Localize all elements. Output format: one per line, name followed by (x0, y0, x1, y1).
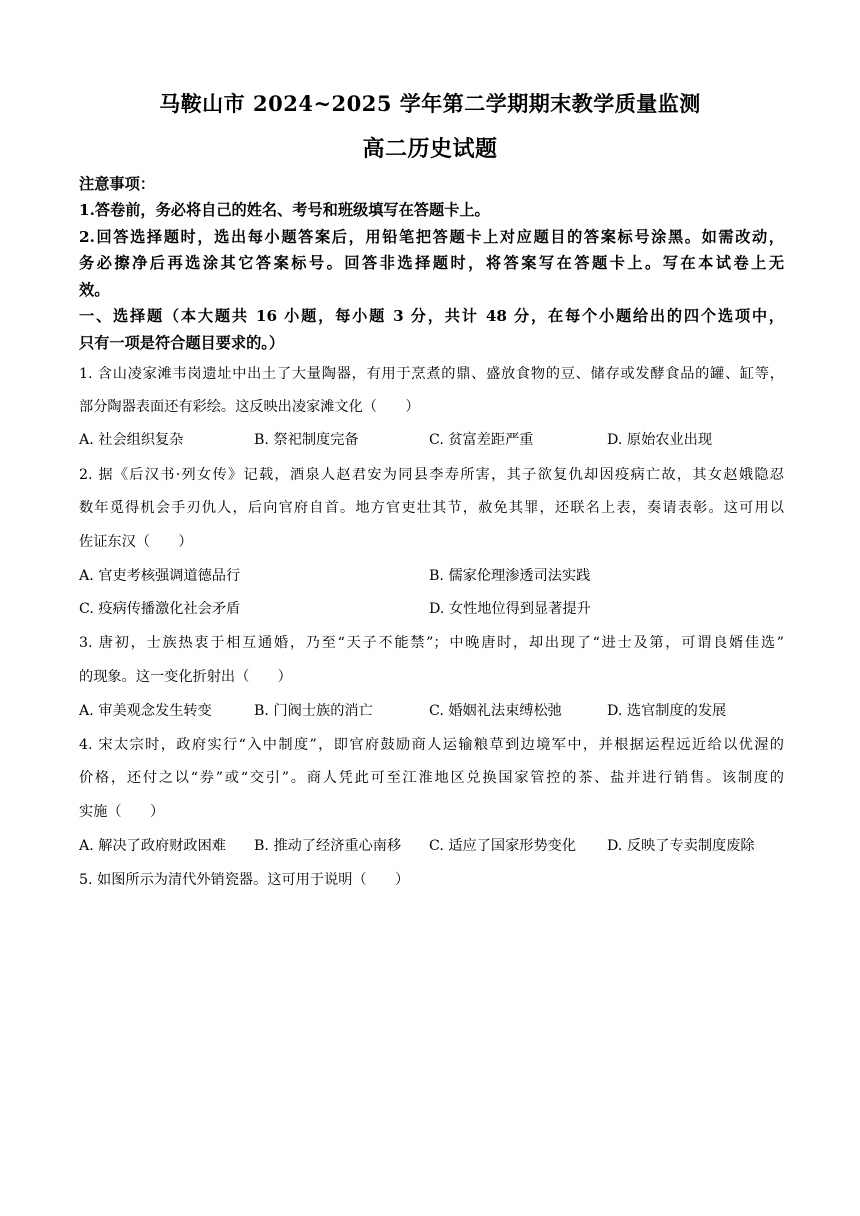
question-4-line-2: 价格，还付之以“券”或“交引”。商人凭此可至江淮地区兑换国家管控的茶、盐并进行销售。该制度的 (79, 770, 784, 786)
question-4-line-1: 4. 宋太宗时，政府实行“入中制度”，即官府鼓励商人运输粮草到边境军中，并根据运程远近给以优渥的 (79, 737, 784, 753)
question-5-line-1: 5. 如图所示为清代外销瓷器。这可用于说明（ ） (79, 872, 410, 888)
question-4-option-a[interactable]: A. 解决了政府财政困难 (79, 838, 226, 854)
question-2-option-d[interactable]: D. 女性地位得到显著提升 (429, 601, 591, 617)
question-2-line-2: 数年觅得机会手刃仇人，后向官府自首。地方官吏壮其节，赦免其罪，还联名上表，奏请表彰。这可用以 (79, 500, 784, 516)
question-3-option-a[interactable]: A. 审美观念发生转变 (79, 703, 212, 719)
question-1-option-d[interactable]: D. 原始农业出现 (607, 432, 713, 448)
question-3-line-2: 的现象。这一变化折射出（ ） (79, 669, 292, 685)
notice-item-1: 1.答卷前，务必将自己的姓名、考号和班级填写在答题卡上。 (79, 201, 490, 219)
question-3-option-d[interactable]: D. 选官制度的发展 (607, 703, 727, 719)
question-4-option-d[interactable]: D. 反映了专卖制度废除 (607, 838, 755, 854)
question-4-option-b[interactable]: B. 推动了经济重心南移 (254, 838, 402, 854)
question-2-option-c[interactable]: C. 疫病传播激化社会矛盾 (79, 601, 241, 617)
question-1-line-2: 部分陶器表面还有彩绘。这反映出凌家滩文化（ ） (79, 399, 420, 415)
question-4-option-c[interactable]: C. 适应了国家形势变化 (429, 838, 577, 854)
section-heading-line-2: 只有一项是符合题目要求的。） (79, 334, 285, 352)
question-2-option-b[interactable]: B. 儒家伦理渗透司法实践 (429, 568, 591, 584)
question-1-option-c[interactable]: C. 贫富差距严重 (429, 432, 534, 448)
question-2-line-1: 2. 据《后汉书·列女传》记载，酒泉人赵君安为同县李寿所害，其子欲复仇却因疫病亡故，其女赵娥隐忍 (79, 467, 784, 483)
question-1-line-1: 1. 含山凌家滩韦岗遗址中出土了大量陶器，有用于烹煮的鼎、盛放食物的豆、储存或发酵食品的罐、缸等， (79, 366, 784, 382)
exam-subtitle: 高二历史试题 (362, 136, 498, 162)
notice-item-2-line-3: 效。 (79, 281, 110, 299)
notice-item-2-line-1: 2.回答选择题时，选出每小题答案后，用铅笔把答题卡上对应题目的答案标号涂黑。如需改动， (79, 228, 784, 246)
question-3-option-c[interactable]: C. 婚姻礼法束缚松弛 (429, 703, 562, 719)
notice-heading: 注意事项： (79, 175, 155, 193)
section-heading-line-1: 一、选择题（本大题共 16 小题，每小题 3 分，共计 48 分，在每个小题给出的四个选项中， (79, 307, 784, 325)
question-1-option-b[interactable]: B. 祭祀制度完备 (254, 432, 359, 448)
question-4-line-3: 实施（ ） (79, 804, 165, 820)
exam-title: 马鞍山市 2024~2025 学年第二学期期末教学质量监测 (159, 91, 701, 116)
question-2-option-a[interactable]: A. 官吏考核强调道德品行 (79, 568, 241, 584)
question-1-option-a[interactable]: A. 社会组织复杂 (79, 432, 184, 448)
question-2-line-3: 佐证东汉（ ） (79, 534, 193, 550)
question-3-option-b[interactable]: B. 门阀士族的消亡 (254, 703, 373, 719)
question-3-line-1: 3. 唐初，士族热衷于相互通婚，乃至“天子不能禁”；中晚唐时，却出现了“进士及第，可谓良婿佳选” (79, 635, 784, 651)
notice-item-2-line-2: 务必擦净后再选涂其它答案标号。回答非选择题时，将答案写在答题卡上。写在本试卷上无 (79, 254, 784, 272)
